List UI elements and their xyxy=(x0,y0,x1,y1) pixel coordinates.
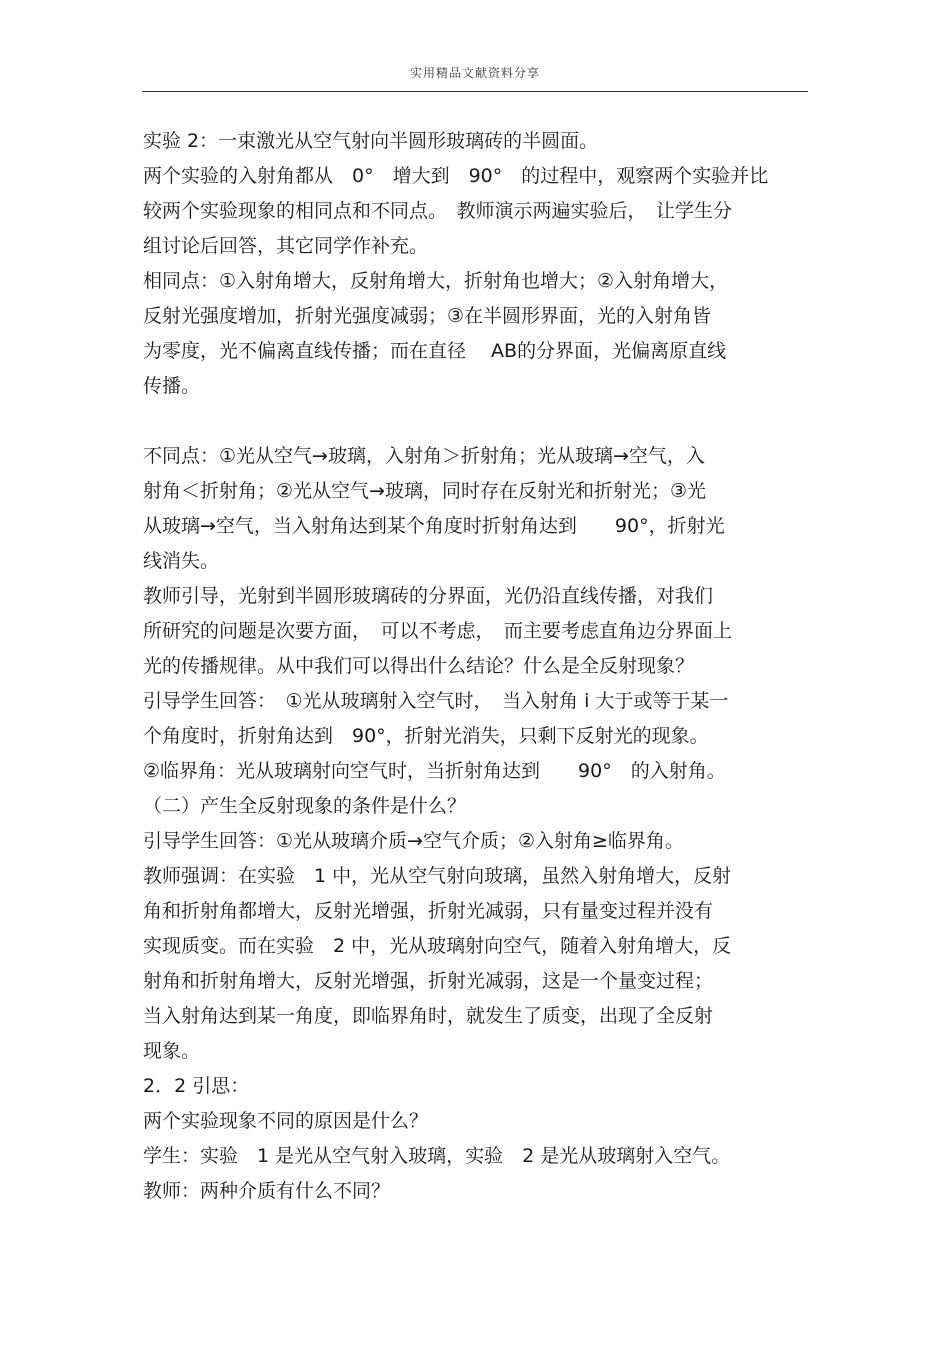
text-line: 不同点：①光从空气→玻璃，入射角＞折射角；光从玻璃→空气，入 xyxy=(143,445,705,467)
text-line: 引导学生回答： ①光从玻璃射入空气时， 当入射角 i 大于或等于某一 xyxy=(143,690,729,712)
text-line: 教师引导，光射到半圆形玻璃砖的分界面，光仍沿直线传播，对我们 xyxy=(143,585,714,607)
text-line: 相同点：①入射角增大，反射角增大，折射角也增大；②入射角增大， xyxy=(143,270,729,292)
text-line: 实现质变。而在实验 2 中，光从玻璃射向空气，随着入射角增大，反 xyxy=(143,935,732,957)
text-line: 光的传播规律。从中我们可以得出什么结论？什么是全反射现象？ xyxy=(143,655,695,677)
section-heading: 2．2 引思： xyxy=(143,1075,250,1097)
text-line: 现象。 xyxy=(143,1040,201,1062)
text-line: 当入射角达到某一角度，即临界角时，就发生了质变，出现了全反射 xyxy=(143,1005,714,1027)
text-line: 学生：实验 1 是光从空气射入玻璃，实验 2 是光从玻璃射入空气。 xyxy=(143,1145,731,1167)
document-body xyxy=(143,124,813,1209)
text-line: 射角和折射角增大，反射光增强，折射光减弱，这是一个量变过程； xyxy=(143,970,714,992)
text-line: ②临界角：光从玻璃射向空气时，当折射角达到 90° 的入射角。 xyxy=(143,760,726,782)
text-line: 从玻璃→空气，当入射角达到某个角度时折射角达到 90°，折射光 xyxy=(143,515,725,537)
text-line: 实验 2：一束激光从空气射向半圆形玻璃砖的半圆面。 xyxy=(143,130,599,152)
text-line: 教师强调：在实验 1 中，光从空气射向玻璃，虽然入射角增大，反射 xyxy=(143,865,732,887)
header-divider xyxy=(142,91,808,92)
text-line: 射角＜折射角；②光从空气→玻璃，同时存在反射光和折射光；③光 xyxy=(143,480,706,502)
text-line: 反射光强度增加，折射光强度减弱；③在半圆形界面，光的入射角皆 xyxy=(143,305,712,327)
text-line: 较两个实验现象的相同点和不同点。 教师演示两遍实验后， 让学生分 xyxy=(143,200,733,222)
text-line: 角和折射角都增大，反射光增强，折射光减弱，只有量变过程并没有 xyxy=(143,900,714,922)
text-line: 引导学生回答：①光从玻璃介质→空气介质；②入射角≥临界角。 xyxy=(143,830,684,852)
page-header: 实用精品文献资料分享 xyxy=(409,66,540,80)
blank-line xyxy=(143,404,813,439)
text-line: 教师：两种介质有什么不同？ xyxy=(143,1180,391,1202)
text-line: 为零度，光不偏离直线传播；而在直径 AB的分界面，光偏离原直线 xyxy=(143,340,727,362)
text-line: 传播。 xyxy=(143,375,201,397)
text-line: 两个实验现象不同的原因是什么？ xyxy=(143,1110,429,1132)
text-line: 线消失。 xyxy=(143,550,220,572)
section-heading: （二）产生全反射现象的条件是什么？ xyxy=(143,795,467,817)
text-line: 组讨论后回答，其它同学作补充。 xyxy=(143,235,429,257)
text-line: 个角度时，折射角达到 90°，折射光消失，只剩下反射光的现象。 xyxy=(143,725,709,747)
text-line: 所研究的问题是次要方面， 可以不考虑， 而主要考虑直角边分界面上 xyxy=(143,620,733,642)
text-line: 两个实验的入射角都从 0° 增大到 90° 的过程中，观察两个实验并比 xyxy=(143,165,769,187)
